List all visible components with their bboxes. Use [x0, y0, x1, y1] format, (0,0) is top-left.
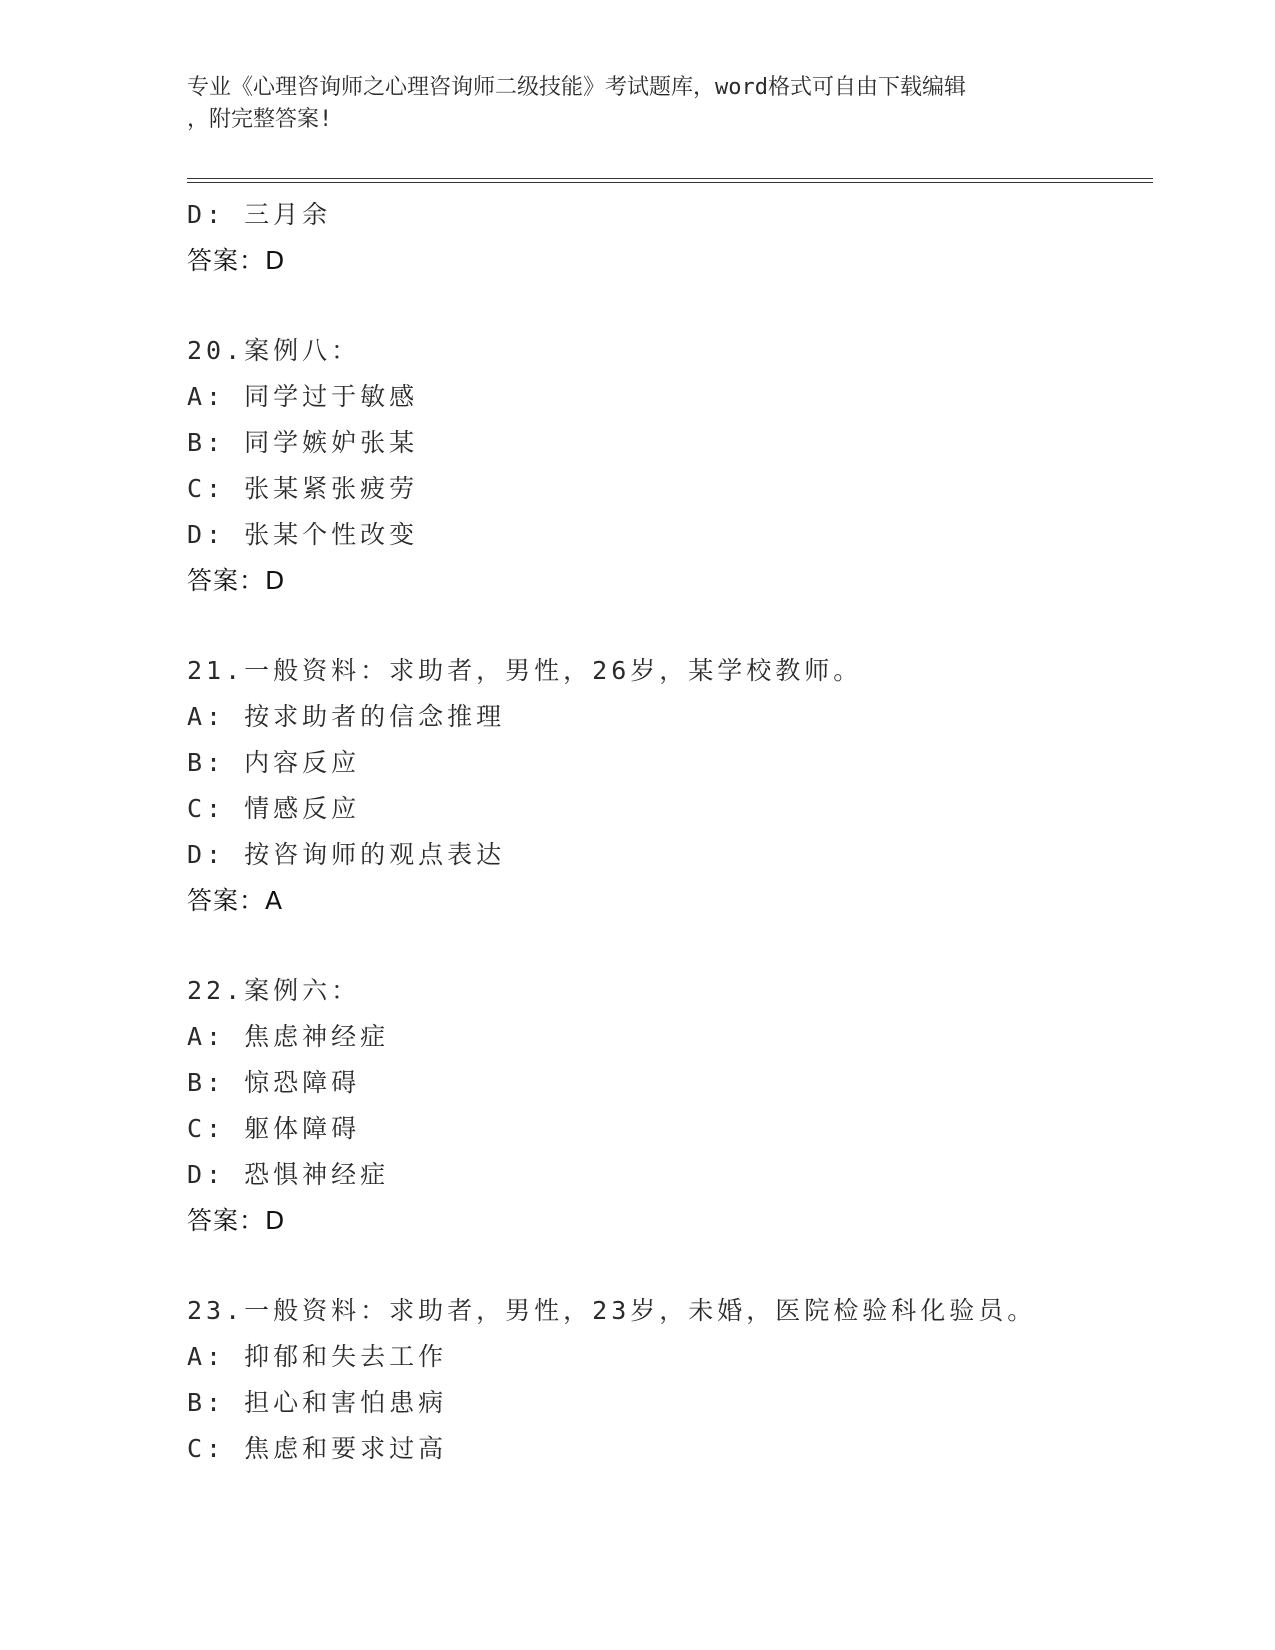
answer-line: 答案：D	[187, 566, 286, 595]
header-line-1: 专业《心理咨询师之心理咨询师二级技能》考试题库，word格式可自由下载编辑	[187, 75, 966, 100]
option-d: D: 恐惧神经症	[187, 1160, 390, 1189]
question-22	[187, 968, 1147, 1244]
option-d: D: 三月余	[187, 200, 332, 229]
option-b: B: 内容反应	[187, 748, 361, 777]
option-c: C: 情感反应	[187, 794, 361, 823]
question-23	[187, 1288, 1147, 1472]
previous-question-tail	[187, 192, 1147, 284]
option-a: A: 焦虑神经症	[187, 1022, 390, 1051]
question-21	[187, 648, 1147, 924]
question-title: 23.一般资料：求助者，男性，23岁，未婚，医院检验科化验员。	[187, 1296, 1037, 1325]
question-20	[187, 328, 1147, 604]
answer-line: 答案：D	[187, 1206, 286, 1235]
option-c: C: 张某紧张疲劳	[187, 474, 419, 503]
option-d: D: 张某个性改变	[187, 520, 419, 549]
header-divider	[187, 178, 1153, 183]
option-d: D: 按咨询师的观点表达	[187, 840, 506, 869]
header-line-2: ，附完整答案!	[187, 107, 333, 132]
question-title: 22.案例六：	[187, 976, 361, 1005]
option-a: A: 抑郁和失去工作	[187, 1342, 448, 1371]
document-header	[187, 72, 1107, 136]
answer-line: 答案：D	[187, 246, 286, 275]
option-b: B: 惊恐障碍	[187, 1068, 361, 1097]
option-b: B: 同学嫉妒张某	[187, 428, 419, 457]
option-a: A: 同学过于敏感	[187, 382, 419, 411]
answer-line: 答案：A	[187, 886, 284, 915]
option-c: C: 焦虑和要求过高	[187, 1434, 448, 1463]
question-list	[187, 192, 1147, 1472]
question-title: 21.一般资料：求助者，男性，26岁，某学校教师。	[187, 656, 863, 685]
option-b: B: 担心和害怕患病	[187, 1388, 448, 1417]
option-a: A: 按求助者的信念推理	[187, 702, 506, 731]
option-c: C: 躯体障碍	[187, 1114, 361, 1143]
question-title: 20.案例八：	[187, 336, 361, 365]
